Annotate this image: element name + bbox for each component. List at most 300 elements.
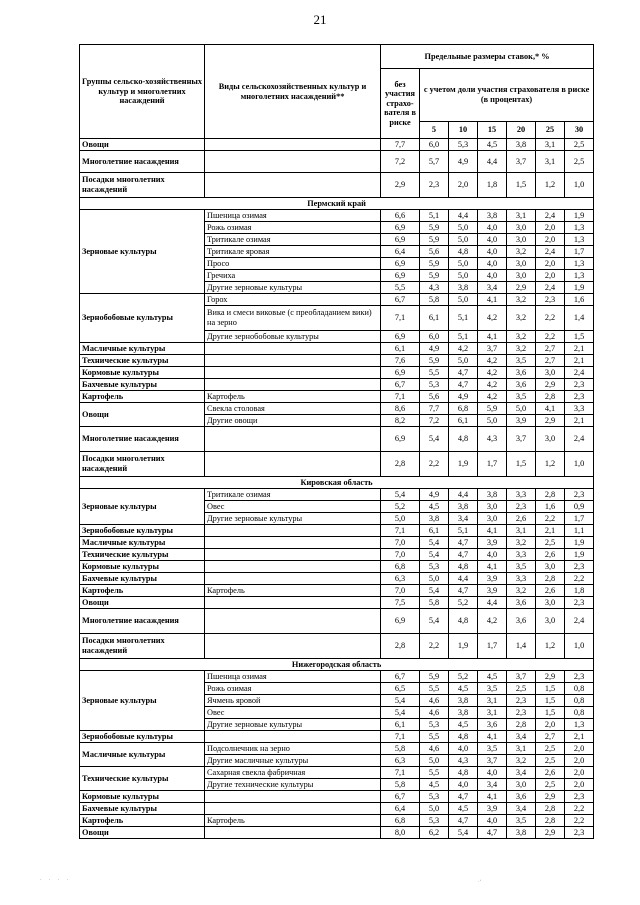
rate-share-cell: 5,9 xyxy=(478,403,507,415)
crop-kind-cell: Картофель xyxy=(205,391,381,403)
rate-without-share-cell: 7,0 xyxy=(381,537,420,549)
table-row xyxy=(80,173,594,198)
crop-kind-cell xyxy=(205,597,381,609)
rate-share-cell: 5,0 xyxy=(420,573,449,585)
rate-share-cell: 4,3 xyxy=(478,427,507,452)
rate-share-cell: 3,7 xyxy=(478,755,507,767)
rate-share-cell: 3,2 xyxy=(507,755,536,767)
rate-share-cell: 1,5 xyxy=(565,331,594,343)
rate-without-share-cell: 6,3 xyxy=(381,755,420,767)
rate-without-share-cell: 6,9 xyxy=(381,609,420,634)
rate-share-cell: 3,6 xyxy=(507,597,536,609)
rate-share-cell: 1,3 xyxy=(565,222,594,234)
rate-share-cell: 6,0 xyxy=(420,331,449,343)
rate-share-cell: 3,8 xyxy=(478,489,507,501)
rate-share-cell: 1,7 xyxy=(478,452,507,477)
rate-share-cell: 4,5 xyxy=(420,501,449,513)
rate-share-cell: 3,6 xyxy=(507,367,536,379)
rate-share-cell: 1,0 xyxy=(565,634,594,659)
crop-group-cell: Бахчевые культуры xyxy=(80,573,205,585)
table-row xyxy=(80,743,594,755)
rate-share-cell: 2,2 xyxy=(420,634,449,659)
rate-share-cell: 3,8 xyxy=(420,513,449,525)
rate-share-cell: 2,0 xyxy=(565,743,594,755)
table-row xyxy=(80,367,594,379)
crop-group-cell: Картофель xyxy=(80,585,205,597)
crop-group-cell: Овощи xyxy=(80,597,205,609)
rate-share-cell: 4,1 xyxy=(478,561,507,573)
rate-share-cell: 3,6 xyxy=(478,719,507,731)
header-groups: Группы сельско-хозяйственных культур и многолетних насаждений xyxy=(80,45,205,139)
table-row xyxy=(80,403,594,415)
table-row xyxy=(80,561,594,573)
rate-share-cell: 5,1 xyxy=(449,306,478,331)
rate-share-cell: 3,0 xyxy=(507,779,536,791)
rate-share-cell: 5,1 xyxy=(420,210,449,222)
rate-share-cell: 2,5 xyxy=(565,139,594,151)
rate-share-cell: 3,6 xyxy=(507,609,536,634)
rate-share-cell: 2,1 xyxy=(536,525,565,537)
rate-share-cell: 5,3 xyxy=(420,379,449,391)
rate-share-cell: 4,2 xyxy=(478,379,507,391)
rate-share-cell: 3,3 xyxy=(565,403,594,415)
rate-share-cell: 5,2 xyxy=(449,597,478,609)
rate-share-cell: 4,8 xyxy=(449,609,478,634)
rate-share-cell: 7,2 xyxy=(420,415,449,427)
rate-share-cell: 3,2 xyxy=(507,585,536,597)
crop-kind-cell xyxy=(205,343,381,355)
rate-share-cell: 5,5 xyxy=(420,767,449,779)
rate-share-cell: 5,0 xyxy=(449,258,478,270)
table-row xyxy=(80,452,594,477)
rate-without-share-cell: 7,6 xyxy=(381,355,420,367)
rate-share-cell: 3,0 xyxy=(536,367,565,379)
rate-share-cell: 3,9 xyxy=(478,585,507,597)
crop-kind-cell xyxy=(205,791,381,803)
rate-share-cell: 4,9 xyxy=(449,151,478,173)
rate-share-cell: 2,3 xyxy=(565,597,594,609)
rate-share-cell: 3,9 xyxy=(478,803,507,815)
rate-without-share-cell: 6,3 xyxy=(381,573,420,585)
table-row xyxy=(80,139,594,151)
rate-share-cell: 2,9 xyxy=(536,379,565,391)
rate-share-cell: 4,9 xyxy=(420,489,449,501)
rate-share-cell: 3,2 xyxy=(507,331,536,343)
crop-group-cell: Многолетние насаждения xyxy=(80,427,205,452)
crop-group-cell: Масличные культуры xyxy=(80,343,205,355)
rate-share-cell: 4,8 xyxy=(449,246,478,258)
rate-share-cell: 3,4 xyxy=(478,282,507,294)
table-row xyxy=(80,585,594,597)
rate-share-cell: 3,8 xyxy=(449,695,478,707)
crop-kind-cell xyxy=(205,537,381,549)
rate-share-cell: 1,7 xyxy=(565,513,594,525)
rate-share-cell: 4,5 xyxy=(478,139,507,151)
rate-share-cell: 2,8 xyxy=(536,573,565,585)
rate-share-cell: 1,2 xyxy=(536,634,565,659)
region-row xyxy=(80,659,594,671)
rate-without-share-cell: 6,1 xyxy=(381,343,420,355)
table-row xyxy=(80,573,594,585)
header-share: 5 xyxy=(420,122,449,139)
rate-share-cell: 2,0 xyxy=(565,755,594,767)
rate-share-cell: 1,9 xyxy=(565,549,594,561)
crop-group-cell: Зерновые культуры xyxy=(80,489,205,525)
rate-without-share-cell: 7,1 xyxy=(381,731,420,743)
rate-share-cell: 2,4 xyxy=(536,282,565,294)
rate-share-cell: 5,9 xyxy=(420,234,449,246)
rate-share-cell: 1,5 xyxy=(536,695,565,707)
rate-share-cell: 4,3 xyxy=(420,282,449,294)
rate-share-cell: 3,0 xyxy=(478,501,507,513)
rate-share-cell: 1,4 xyxy=(507,634,536,659)
rate-share-cell: 3,7 xyxy=(478,343,507,355)
rate-share-cell: 1,1 xyxy=(565,525,594,537)
crop-kind-cell xyxy=(205,379,381,391)
rate-share-cell: 5,2 xyxy=(449,671,478,683)
crop-group-cell: Овощи xyxy=(80,827,205,839)
table-row xyxy=(80,525,594,537)
rate-share-cell: 4,8 xyxy=(449,561,478,573)
rate-share-cell: 3,6 xyxy=(507,379,536,391)
rate-share-cell: 4,0 xyxy=(478,222,507,234)
crop-kind-cell xyxy=(205,827,381,839)
rate-share-cell: 3,3 xyxy=(507,573,536,585)
rate-share-cell: 2,4 xyxy=(565,367,594,379)
rate-share-cell: 3,8 xyxy=(507,827,536,839)
rate-share-cell: 2,8 xyxy=(507,719,536,731)
rate-share-cell: 2,0 xyxy=(536,270,565,282)
header-limits: Предельные размеры ставок,* % xyxy=(381,45,594,69)
rate-share-cell: 4,9 xyxy=(420,343,449,355)
crop-kind-cell xyxy=(205,355,381,367)
table-row xyxy=(80,379,594,391)
rate-share-cell: 3,9 xyxy=(478,537,507,549)
rate-share-cell: 2,9 xyxy=(536,671,565,683)
rate-share-cell: 2,8 xyxy=(536,489,565,501)
crop-group-cell: Зернобобовые культуры xyxy=(80,731,205,743)
crop-kind-cell xyxy=(205,573,381,585)
region-row xyxy=(80,477,594,489)
rate-share-cell: 4,6 xyxy=(420,695,449,707)
rate-share-cell: 3,8 xyxy=(449,501,478,513)
rate-share-cell: 3,4 xyxy=(478,779,507,791)
rate-share-cell: 4,7 xyxy=(449,537,478,549)
rate-share-cell: 1,0 xyxy=(565,452,594,477)
rate-share-cell: 4,5 xyxy=(449,803,478,815)
rate-share-cell: 1,9 xyxy=(449,452,478,477)
rate-share-cell: 4,4 xyxy=(449,210,478,222)
crop-group-cell: Овощи xyxy=(80,139,205,151)
rate-share-cell: 1,9 xyxy=(565,537,594,549)
rate-share-cell: 3,7 xyxy=(507,151,536,173)
rate-share-cell: 5,4 xyxy=(420,549,449,561)
rate-share-cell: 2,8 xyxy=(536,803,565,815)
rate-without-share-cell: 2,9 xyxy=(381,173,420,198)
table-row xyxy=(80,355,594,367)
rate-share-cell: 2,9 xyxy=(507,282,536,294)
rate-share-cell: 4,7 xyxy=(449,549,478,561)
crop-group-cell: Зернобобовые культуры xyxy=(80,294,205,343)
rate-share-cell: 4,0 xyxy=(478,246,507,258)
rate-share-cell: 5,3 xyxy=(449,139,478,151)
rate-share-cell: 2,0 xyxy=(536,234,565,246)
rate-share-cell: 2,2 xyxy=(565,803,594,815)
rate-share-cell: 4,3 xyxy=(449,755,478,767)
rate-share-cell: 4,1 xyxy=(478,331,507,343)
crop-group-cell: Кормовые культуры xyxy=(80,367,205,379)
rate-share-cell: 1,5 xyxy=(536,683,565,695)
rate-share-cell: 4,0 xyxy=(449,743,478,755)
rate-without-share-cell: 6,9 xyxy=(381,222,420,234)
header-share: 30 xyxy=(565,122,594,139)
rate-share-cell: 2,8 xyxy=(536,391,565,403)
rate-share-cell: 1,5 xyxy=(536,707,565,719)
rate-share-cell: 2,5 xyxy=(536,743,565,755)
rate-share-cell: 2,4 xyxy=(565,427,594,452)
rate-share-cell: 2,3 xyxy=(507,501,536,513)
rate-share-cell: 6,1 xyxy=(420,525,449,537)
rate-without-share-cell: 8,0 xyxy=(381,827,420,839)
rate-share-cell: 2,3 xyxy=(565,489,594,501)
rate-share-cell: 2,9 xyxy=(536,791,565,803)
rate-share-cell: 5,4 xyxy=(420,537,449,549)
rate-without-share-cell: 6,9 xyxy=(381,258,420,270)
rate-share-cell: 4,7 xyxy=(449,815,478,827)
rate-without-share-cell: 6,6 xyxy=(381,210,420,222)
rate-share-cell: 3,8 xyxy=(449,707,478,719)
rate-without-share-cell: 7,0 xyxy=(381,549,420,561)
rate-share-cell: 4,1 xyxy=(478,731,507,743)
crop-group-cell: Зерновые культуры xyxy=(80,671,205,731)
rate-share-cell: 5,1 xyxy=(449,525,478,537)
rate-share-cell: 5,4 xyxy=(420,609,449,634)
rate-share-cell: 1,6 xyxy=(565,294,594,306)
crop-group-cell: Картофель xyxy=(80,391,205,403)
table-row xyxy=(80,343,594,355)
page-number: 21 xyxy=(313,12,327,27)
crop-kind-cell xyxy=(205,139,381,151)
rate-share-cell: 4,0 xyxy=(478,815,507,827)
rate-share-cell: 1,3 xyxy=(565,719,594,731)
rate-without-share-cell: 6,9 xyxy=(381,427,420,452)
rate-share-cell: 5,6 xyxy=(420,391,449,403)
rate-without-share-cell: 7,0 xyxy=(381,585,420,597)
rate-share-cell: 4,8 xyxy=(449,427,478,452)
rate-share-cell: 6,2 xyxy=(420,827,449,839)
rate-share-cell: 3,2 xyxy=(507,537,536,549)
rate-share-cell: 2,5 xyxy=(536,537,565,549)
crop-kind-cell: Другие масличные культуры xyxy=(205,755,381,767)
rate-without-share-cell: 6,7 xyxy=(381,379,420,391)
rate-share-cell: 2,1 xyxy=(565,343,594,355)
rate-share-cell: 4,1 xyxy=(478,791,507,803)
rate-share-cell: 3,4 xyxy=(507,731,536,743)
rate-share-cell: 2,4 xyxy=(536,246,565,258)
rate-share-cell: 5,8 xyxy=(420,294,449,306)
rate-share-cell: 3,9 xyxy=(478,573,507,585)
rate-share-cell: 3,4 xyxy=(507,803,536,815)
crop-kind-cell xyxy=(205,525,381,537)
rate-share-cell: 4,7 xyxy=(449,791,478,803)
rate-share-cell: 2,2 xyxy=(536,306,565,331)
crop-group-cell: Овощи xyxy=(80,403,205,427)
rate-share-cell: 4,5 xyxy=(420,779,449,791)
table-row xyxy=(80,609,594,634)
rate-share-cell: 5,9 xyxy=(420,671,449,683)
rate-share-cell: 3,0 xyxy=(507,258,536,270)
rate-share-cell: 0,8 xyxy=(565,695,594,707)
rate-without-share-cell: 6,5 xyxy=(381,683,420,695)
table-row xyxy=(80,731,594,743)
rate-share-cell: 3,0 xyxy=(478,513,507,525)
rate-share-cell: 2,2 xyxy=(536,331,565,343)
crop-group-cell: Картофель xyxy=(80,815,205,827)
rate-share-cell: 1,7 xyxy=(565,246,594,258)
crop-kind-cell: Ячмень яровой xyxy=(205,695,381,707)
crop-kind-cell xyxy=(205,609,381,634)
rate-share-cell: 5,3 xyxy=(420,791,449,803)
rate-share-cell: 5,0 xyxy=(478,415,507,427)
crop-kind-cell: Рожь озимая xyxy=(205,222,381,234)
rate-share-cell: 2,2 xyxy=(536,513,565,525)
crop-kind-cell xyxy=(205,561,381,573)
rate-without-share-cell: 5,2 xyxy=(381,501,420,513)
rate-share-cell: 1,3 xyxy=(565,258,594,270)
rate-share-cell: 2,3 xyxy=(536,294,565,306)
rate-share-cell: 4,7 xyxy=(449,379,478,391)
rate-share-cell: 7,7 xyxy=(420,403,449,415)
crop-kind-cell: Овес xyxy=(205,501,381,513)
rate-share-cell: 2,3 xyxy=(565,827,594,839)
rate-share-cell: 2,2 xyxy=(565,573,594,585)
rate-share-cell: 3,5 xyxy=(507,561,536,573)
rate-share-cell: 4,8 xyxy=(449,731,478,743)
rate-share-cell: 4,0 xyxy=(478,258,507,270)
rate-share-cell: 5,0 xyxy=(420,755,449,767)
crop-kind-cell: Другие овощи xyxy=(205,415,381,427)
rate-share-cell: 2,3 xyxy=(507,707,536,719)
crop-group-cell: Зернобобовые культуры xyxy=(80,525,205,537)
rate-share-cell: 3,7 xyxy=(507,671,536,683)
crop-kind-cell xyxy=(205,549,381,561)
rate-without-share-cell: 5,4 xyxy=(381,695,420,707)
rate-share-cell: 2,1 xyxy=(565,731,594,743)
rate-share-cell: 3,0 xyxy=(507,234,536,246)
crop-kind-cell: Пшеница озимая xyxy=(205,671,381,683)
table-row xyxy=(80,537,594,549)
crop-kind-cell: Другие технические культуры xyxy=(205,779,381,791)
rate-share-cell: 3,1 xyxy=(478,707,507,719)
rate-share-cell: 1,9 xyxy=(565,210,594,222)
rate-without-share-cell: 8,2 xyxy=(381,415,420,427)
rate-share-cell: 2,0 xyxy=(536,719,565,731)
rate-share-cell: 1,9 xyxy=(449,634,478,659)
crop-kind-cell xyxy=(205,151,381,173)
rate-without-share-cell: 6,9 xyxy=(381,367,420,379)
rate-share-cell: 2,5 xyxy=(536,779,565,791)
rate-share-cell: 1,2 xyxy=(536,452,565,477)
rate-share-cell: 3,1 xyxy=(507,525,536,537)
table-row xyxy=(80,634,594,659)
header-without-share: без участия страхо-вателя в риске xyxy=(381,69,420,139)
rate-share-cell: 5,4 xyxy=(420,585,449,597)
rate-share-cell: 5,3 xyxy=(420,719,449,731)
rate-share-cell: 5,0 xyxy=(449,234,478,246)
rate-share-cell: 5,0 xyxy=(449,355,478,367)
rate-share-cell: 3,5 xyxy=(507,815,536,827)
rate-share-cell: 4,5 xyxy=(449,683,478,695)
rate-share-cell: 2,9 xyxy=(536,827,565,839)
crop-group-cell: Многолетние насаждения xyxy=(80,609,205,634)
rate-without-share-cell: 5,5 xyxy=(381,282,420,294)
rate-share-cell: 2,3 xyxy=(565,671,594,683)
table-row xyxy=(80,427,594,452)
table-row xyxy=(80,549,594,561)
rate-share-cell: 4,2 xyxy=(478,306,507,331)
crop-kind-cell: Тритикале яровая xyxy=(205,246,381,258)
rate-share-cell: 4,0 xyxy=(478,270,507,282)
rate-share-cell: 4,6 xyxy=(420,707,449,719)
header-share: 15 xyxy=(478,122,507,139)
rate-share-cell: 1,5 xyxy=(507,452,536,477)
region-title: Пермский край xyxy=(80,198,594,210)
rate-share-cell: 2,0 xyxy=(536,258,565,270)
rate-share-cell: 3,9 xyxy=(507,415,536,427)
crop-kind-cell: Гречиха xyxy=(205,270,381,282)
rate-share-cell: 1,5 xyxy=(507,173,536,198)
rate-share-cell: 3,2 xyxy=(507,306,536,331)
rate-share-cell: 2,3 xyxy=(507,695,536,707)
crop-kind-cell: Другие зерновые культуры xyxy=(205,719,381,731)
rate-without-share-cell: 2,8 xyxy=(381,634,420,659)
rate-without-share-cell: 6,9 xyxy=(381,270,420,282)
rate-share-cell: 2,1 xyxy=(565,355,594,367)
crop-kind-cell: Горох xyxy=(205,294,381,306)
crop-kind-cell xyxy=(205,803,381,815)
rate-share-cell: 2,0 xyxy=(536,222,565,234)
rate-share-cell: 3,5 xyxy=(478,743,507,755)
rate-share-cell: 3,5 xyxy=(507,391,536,403)
rate-share-cell: 2,6 xyxy=(536,767,565,779)
crop-kind-cell: Другие зерновые культуры xyxy=(205,282,381,294)
rate-share-cell: 5,6 xyxy=(420,246,449,258)
rate-share-cell: 3,3 xyxy=(507,549,536,561)
rate-without-share-cell: 2,8 xyxy=(381,452,420,477)
crop-kind-cell: Другие зернобобовые культуры xyxy=(205,331,381,343)
rate-share-cell: 2,6 xyxy=(536,585,565,597)
rate-without-share-cell: 7,1 xyxy=(381,767,420,779)
rate-share-cell: 4,5 xyxy=(449,719,478,731)
rate-share-cell: 4,0 xyxy=(478,234,507,246)
crop-kind-cell: Другие зерновые культуры xyxy=(205,513,381,525)
rate-share-cell: 5,3 xyxy=(420,561,449,573)
rate-without-share-cell: 5,8 xyxy=(381,743,420,755)
crop-group-cell: Посадки многолетних насаждений xyxy=(80,634,205,659)
rate-share-cell: 2,4 xyxy=(565,609,594,634)
rate-share-cell: 4,0 xyxy=(478,549,507,561)
rate-share-cell: 3,5 xyxy=(478,683,507,695)
rate-without-share-cell: 6,8 xyxy=(381,815,420,827)
rate-share-cell: 1,0 xyxy=(565,173,594,198)
rate-share-cell: 5,9 xyxy=(420,222,449,234)
crop-kind-cell xyxy=(205,731,381,743)
table-row xyxy=(80,791,594,803)
rate-share-cell: 2,3 xyxy=(565,791,594,803)
rate-share-cell: 4,2 xyxy=(449,343,478,355)
crop-kind-cell xyxy=(205,634,381,659)
table-row xyxy=(80,489,594,501)
